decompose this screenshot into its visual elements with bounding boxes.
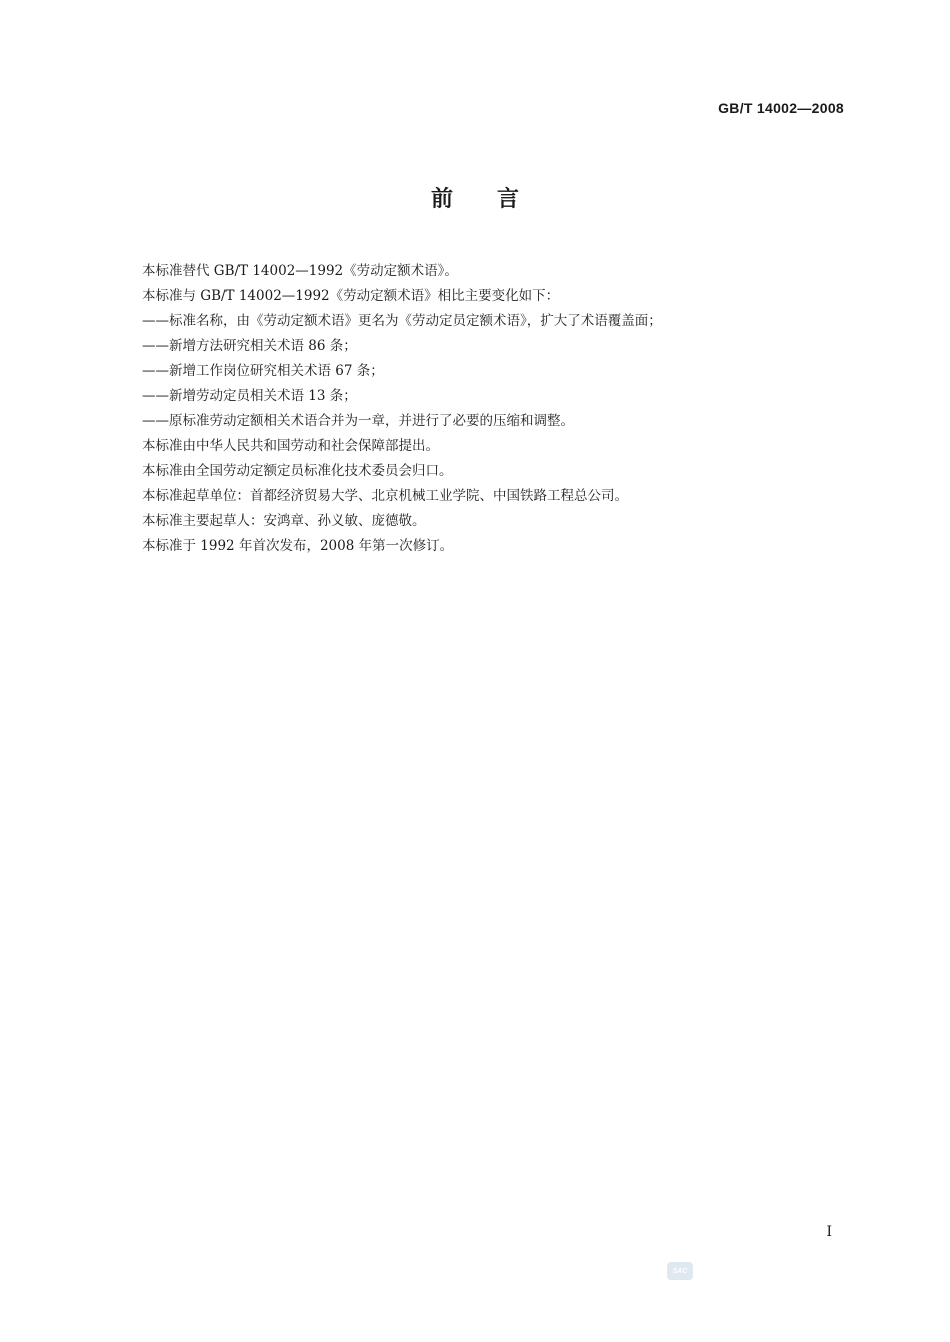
paragraph-administered-by: 本标准由全国劳动定额定员标准化技术委员会归口。 (142, 463, 453, 479)
sac-logo-text: SAC (672, 1267, 688, 1275)
paragraph-changes-intro: 本标准与 GB/T 14002—1992《劳动定额术语》相比主要变化如下： (142, 288, 560, 304)
page-title: 前言 (430, 187, 563, 212)
foreword-body (142, 259, 822, 559)
paragraph-history: 本标准于 1992 年首次发布，2008 年第一次修订。 (142, 538, 454, 554)
paragraph-drafters: 本标准主要起草人：安鸿章、孙义敏、庞德敬。 (142, 513, 426, 529)
paragraph-drafting-units: 本标准起草单位：首都经济贸易大学、北京机械工业学院、中国铁路工程总公司。 (142, 488, 628, 504)
list-item-method-terms: ——新增方法研究相关术语 86 条； (142, 338, 357, 354)
standard-code: GB/T 14002—2008 (718, 100, 844, 116)
list-item-merged-terms: ——原标准劳动定额相关术语合并为一章，并进行了必要的压缩和调整。 (142, 413, 574, 429)
list-item-post-terms: ——新增工作岗位研究相关术语 67 条； (142, 363, 384, 379)
paragraph-replaces: 本标准替代 GB/T 14002—1992《劳动定额术语》。 (142, 263, 458, 279)
list-item-staffing-terms: ——新增劳动定员相关术语 13 条； (142, 388, 357, 404)
list-item-name-change: ——标准名称，由《劳动定额术语》更名为《劳动定员定额术语》，扩大了术语覆盖面； (142, 313, 662, 329)
sac-logo (667, 1262, 693, 1280)
page-number: I (826, 1224, 832, 1240)
paragraph-proposed-by: 本标准由中华人民共和国劳动和社会保障部提出。 (142, 438, 439, 454)
